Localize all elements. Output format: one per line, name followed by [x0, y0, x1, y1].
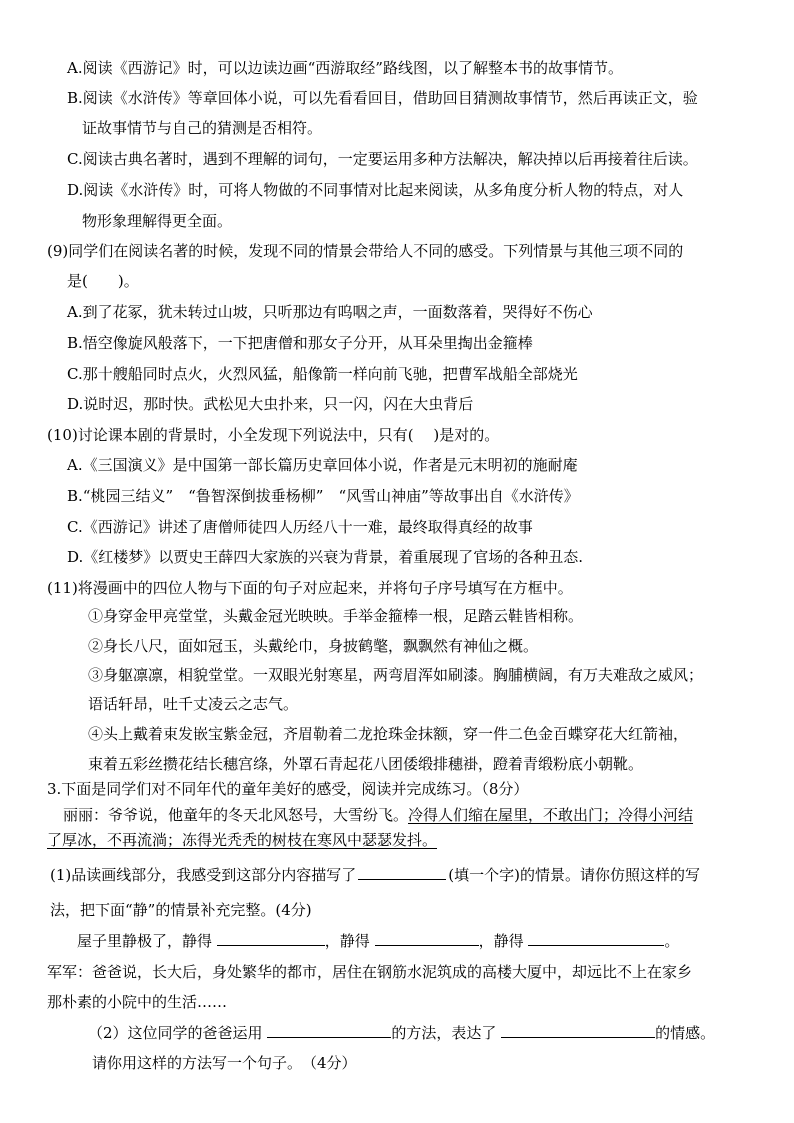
q10-option-b: B.“桃园三结义” “鲁智深倒拔垂杨柳” “风雪山神庙”等故事出自《水浒传》	[67, 487, 579, 505]
part2-text-c: 的情感。	[655, 1024, 716, 1042]
quiet-text-a: 屋子里静极了，静得	[77, 932, 213, 950]
quiet-text-d: 。	[664, 932, 680, 950]
q11-sentence-1: ①身穿金甲亮堂堂，头戴金冠光映映。手举金箍棒一根，足踏云鞋皆相称。	[88, 607, 584, 625]
answer-blank-emotion[interactable]	[501, 1023, 655, 1038]
lili-underlined-text-cont: 了厚冰，不再流淌；冻得光秃秃的树枝在寒风中瑟瑟发抖。	[47, 831, 438, 849]
part2-text-b: 的方法，表达了	[391, 1024, 497, 1042]
q10-option-d: D.《红楼梦》以贾史王薛四大家族的兴衰为背景，着重展现了官场的各种丑态.	[67, 548, 584, 566]
q3-part1-cont: 法，把下面“静”的情景补充完整。(4分)	[50, 901, 312, 919]
answer-blank-quiet-2[interactable]	[375, 931, 479, 946]
q8-option-a: A.阅读《西游记》时，可以边读边画“西游取经”路线图，以了解整本书的故事情节。	[67, 59, 623, 77]
lili-underlined-text: 冷得人们缩在屋里，不敢出门；冷得小河结	[408, 806, 694, 824]
answer-blank-quiet-3[interactable]	[528, 931, 664, 946]
q9-stem-cont: 是( )。	[67, 272, 139, 290]
part2-text-a: （2）这位同学的爸爸运用	[88, 1024, 263, 1042]
q3-stem: 3.下面是同学们对不同年代的童年美好的感受，阅读并完成练习。（8分）	[47, 780, 529, 798]
q8-option-c: C.阅读古典名著时，遇到不理解的词句，一定要运用多种方法解决，解决掉以后再接着往后读。	[67, 150, 698, 168]
part1-text-a: (1)品读画线部分，我感受到这部分内容描写了	[50, 866, 357, 884]
q8-option-d: D.阅读《水浒传》时，可将人物做的不同事情对比起来阅读，从多角度分析人物的特点，对人	[67, 181, 684, 199]
lili-text: 丽丽：爷爷说，他童年的冬天北风怒号，大雪纷飞。	[63, 806, 409, 824]
q11-sentence-3: ③身躯凛凛，相貌堂堂。一双眼光射寒星，两弯眉浑如刷漆。胸脯横阔，有万夫难敌之威风；	[88, 666, 704, 684]
q10-option-c: C.《西游记》讲述了唐僧师徒四人历经八十一难，最终取得真经的故事	[67, 518, 533, 536]
q3-junjun-passage-cont: 那朴素的小院中的生活……	[47, 993, 228, 1011]
answer-blank-quiet-1[interactable]	[217, 931, 325, 946]
q9-stem: (9)同学们在阅读名著的时候，发现不同的情景会带给人不同的感受。下列情景与其他三项不同的	[47, 242, 684, 260]
q9-option-d: D.说时迟，那时快。武松见大虫扑来，只一闪，闪在大虫背后	[67, 395, 474, 413]
q3-junjun-passage: 军军：爸爸说，长大后，身处繁华的都市，居住在钢筋水泥筑成的高楼大厦中，却远比不上在家乡	[47, 963, 693, 981]
q8-option-d-cont: 物形象理解得更全面。	[82, 212, 233, 230]
q9-option-b: B.悟空像旋风般落下，一下把唐僧和那女子分开，从耳朵里掏出金箍棒	[67, 334, 533, 352]
quiet-sentence	[77, 931, 679, 951]
part1-text-b: (填一个字)的情景。请你仿照这样的写	[448, 866, 700, 884]
q10-stem: (10)讨论课本剧的背景时，小全发现下列说法中，只有( )是对的。	[47, 426, 500, 444]
q8-option-b-cont: 证故事情节与自己的猜测是否相符。	[82, 119, 323, 137]
q9-option-c: C.那十艘船同时点火，火烈风猛，船像箭一样向前飞驰，把曹军战船全部烧光	[67, 365, 578, 383]
q8-option-b: B.阅读《水浒传》等章回体小说，可以先看看回目，借助回目猜测故事情节，然后再读正文，验	[67, 89, 698, 107]
answer-blank-word[interactable]	[358, 865, 446, 880]
q3-part1	[50, 865, 700, 885]
quiet-text-c: ，静得	[478, 932, 524, 950]
q3-part2	[88, 1023, 715, 1043]
q3-lili-passage	[63, 805, 693, 825]
q11-sentence-4: ④头上戴着束发嵌宝紫金冠，齐眉勒着二龙抢珠金抹额，穿一件二色金百蝶穿花大红箭袖，	[88, 725, 689, 743]
q3-part2-cont: 请你用这样的方法写一个句子。 （4分）	[92, 1054, 357, 1072]
q10-option-a: A.《三国演义》是中国第一部长篇历史章回体小说，作者是元末明初的施耐庵	[67, 456, 578, 474]
q9-option-a: A.到了花冢，犹未转过山坡，只听那边有呜咽之声，一面数落着，哭得好不伤心	[67, 303, 593, 321]
answer-blank-method[interactable]	[267, 1023, 391, 1038]
quiet-text-b: ，静得	[324, 932, 370, 950]
q11-sentence-4-cont: 束着五彩丝攒花结长穗宫绦，外罩石青起花八团倭缎排穗褂，蹬着青缎粉底小朝靴。	[88, 755, 644, 773]
q11-sentence-3-cont: 语话轩昂，吐千丈凌云之志气。	[88, 695, 299, 713]
q11-stem: (11)将漫画中的四位人物与下面的句子对应起来，并将句子序号填写在方框中。	[47, 579, 573, 597]
q11-sentence-2: ②身长八尺，面如冠玉，头戴纶巾，身披鹤氅，飘飘然有神仙之概。	[88, 637, 539, 655]
